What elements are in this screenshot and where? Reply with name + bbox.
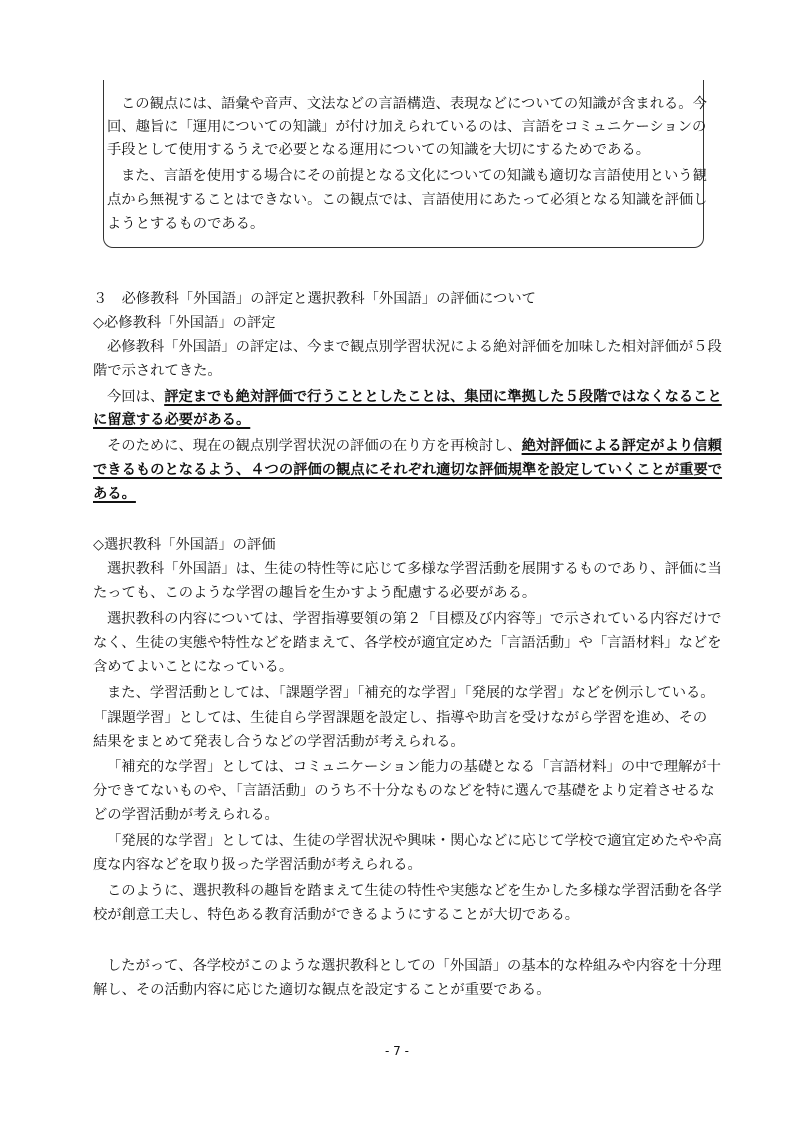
p1-line-2: 階で示されてきた。	[93, 363, 222, 379]
elective-line-9: 「補充的な学習」としては、コミュニケーション能力の基礎となる「言語材料」の中で理解が十	[107, 759, 721, 775]
p3-emphasis-3: ある。	[93, 486, 136, 502]
elective-line-3: 選択教科の内容については、学習指導要領の第２「目標及び内容等」で示されている内容だけで	[107, 611, 722, 627]
elective-line-7: 「課題学習」としては、生徒自ら学習課題を設定し、指導や助言を受けながら学習を進め、その	[93, 710, 708, 726]
p3-emphasis-2: できるものとなるよう、４つの評価の観点にそれぞれ適切な評価規準を設定していくことが重要で	[93, 462, 723, 478]
elective-line-14: このように、選択教科の趣旨を踏まえて生徒の特性や実態などを生かした多様な学習活動を各学	[107, 883, 722, 899]
elective-line-5: 含めてよいことになっている。	[93, 659, 294, 675]
box-line-3: 手段として使用するうえで必要となる運用についての知識を大切にするためである。	[107, 142, 650, 158]
elective-line-10: 分できてないものや、「言語活動」のうち不十分なものなどを特に選んで基礎をより定着させるな	[93, 783, 715, 799]
elective-line-2: たっても、このような学習の趣旨を生かすよう配慮する必要がある。	[93, 585, 537, 601]
p2-emphasis-1: 評定までも絶対評価で行うこととしたことは、集団に準拠した５段階ではなくなること	[164, 389, 722, 405]
box-line-1: この観点には、語彙や音声、文法などの言語構造、表現などについての知識が含まれる。今	[121, 96, 707, 112]
box-line-4: また、言語を使用する場合にその前提となる文化についての知識も適切な言語使用という観	[121, 168, 707, 184]
elective-line-4: なく、生徒の実態や特性などを踏まえて、各学校が適宜定めた「言語活動」や「言語材料」などを	[93, 635, 722, 651]
elective-line-1: 選択教科「外国語」は、生徒の特性等に応じて多様な学習活動を展開するものであり、評価に当	[107, 561, 722, 577]
page-number: - 7 -	[385, 1044, 409, 1058]
p3-line-1	[107, 436, 722, 456]
box-line-6: ようとするものである。	[107, 216, 265, 232]
section-heading: ３ 必修教科「外国語」の評定と選択教科「外国語」の評価について	[93, 291, 536, 307]
subheading-elective: ◇選択教科「外国語」の評価	[93, 537, 276, 553]
elective-line-12: 「発展的な学習」としては、生徒の学習状況や興味・関心などに応じて学校で適宜定めたやや高	[107, 833, 722, 849]
subheading-required: ◇必修教科「外国語」の評定	[93, 315, 276, 331]
elective-line-13: 度な内容などを取り扱った学習活動が考えられる。	[93, 857, 422, 873]
elective-line-8: 結果をまとめて発表し合うなどの学習活動が考えられる。	[93, 734, 465, 750]
p3-emphasis-1: 絶対評価による評定がより信頼	[521, 438, 722, 454]
conclusion-line-1: したがって、各学校がこのような選択教科としての「外国語」の基本的な枠組みや内容を十分理	[107, 958, 722, 974]
p3-lead: そのために、現在の観点別学習状況の評価の在り方を再検討し、	[107, 438, 522, 454]
conclusion-line-2: 解し、その活動内容に応じた適切な観点を設定することが重要である。	[93, 982, 551, 998]
p2-lead: 今回は、	[107, 389, 165, 405]
box-line-5: 点から無視することはできない。この観点では、言語使用にあたって必須となる知識を評価し	[107, 192, 708, 208]
box-line-2: 回、趣旨に「運用についての知識」が付け加えられているのは、言語をコミュニケーションの	[107, 119, 707, 135]
elective-line-6: また、学習活動としては、「課題学習」「補充的な学習」「発展的な学習」などを例示している。	[107, 685, 715, 701]
elective-line-15: 校が創意工夫し、特色ある教育活動ができるようにすることが大切である。	[93, 907, 580, 923]
p2-emphasis-2: に留意する必要がある。	[93, 412, 251, 428]
p1-line-1: 必修教科「外国語」の評定は、今まで観点別学習状況による絶対評価を加味した相対評価が５段	[107, 339, 722, 355]
p2-line-1	[107, 387, 722, 407]
elective-line-11: どの学習活動が考えられる。	[93, 807, 279, 823]
